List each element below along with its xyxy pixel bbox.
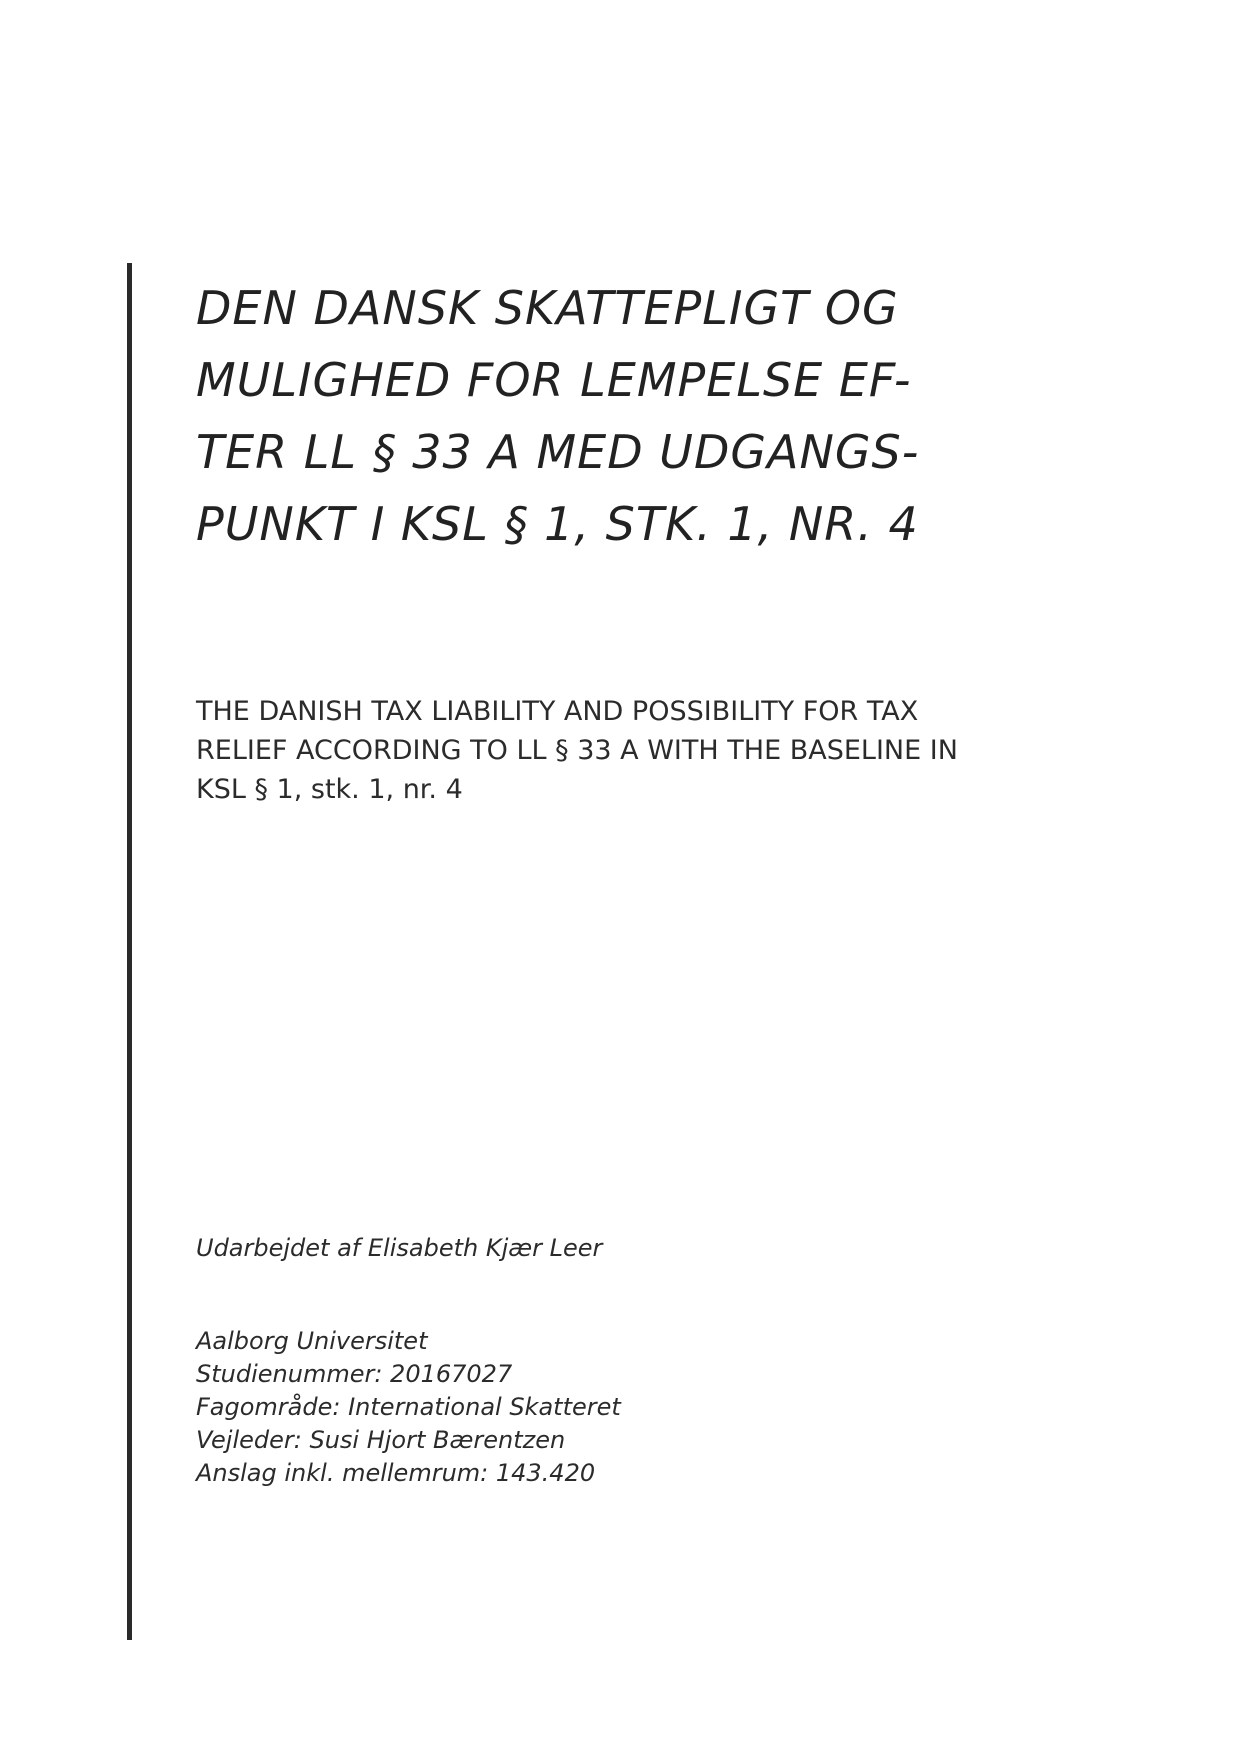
title-line: PUNKT I KSL § 1, STK. 1, NR. 4	[196, 497, 919, 551]
field-of-study: Fagområde: International Skatteret	[196, 1393, 621, 1421]
title-line: TER LL § 33 A MED UDGANGS-	[196, 425, 920, 479]
university: Aalborg Universitet	[196, 1327, 428, 1355]
subtitle-line: THE DANISH TAX LIABILITY AND POSSIBILITY FOR TAX	[196, 696, 919, 727]
details-block	[196, 1325, 621, 1490]
subtitle-line: RELIEF ACCORDING TO LL § 33 A WITH THE BASELINE IN	[196, 735, 958, 766]
supervisor: Vejleder: Susi Hjort Bærentzen	[196, 1426, 566, 1454]
student-number: Studienummer: 20167027	[196, 1360, 513, 1388]
title-line: MULIGHED FOR LEMPELSE EF-	[196, 353, 912, 407]
title-line: DEN DANSK SKATTEPLIGT OG	[196, 281, 899, 335]
english-subtitle	[196, 692, 1196, 809]
document-title	[196, 272, 1206, 560]
vertical-rule	[127, 263, 132, 1640]
subtitle-line: KSL § 1, stk. 1, nr. 4	[196, 774, 463, 805]
author-line: Udarbejdet af Elisabeth Kjær Leer	[196, 1234, 603, 1262]
character-count: Anslag inkl. mellemrum: 143.420	[196, 1459, 596, 1487]
